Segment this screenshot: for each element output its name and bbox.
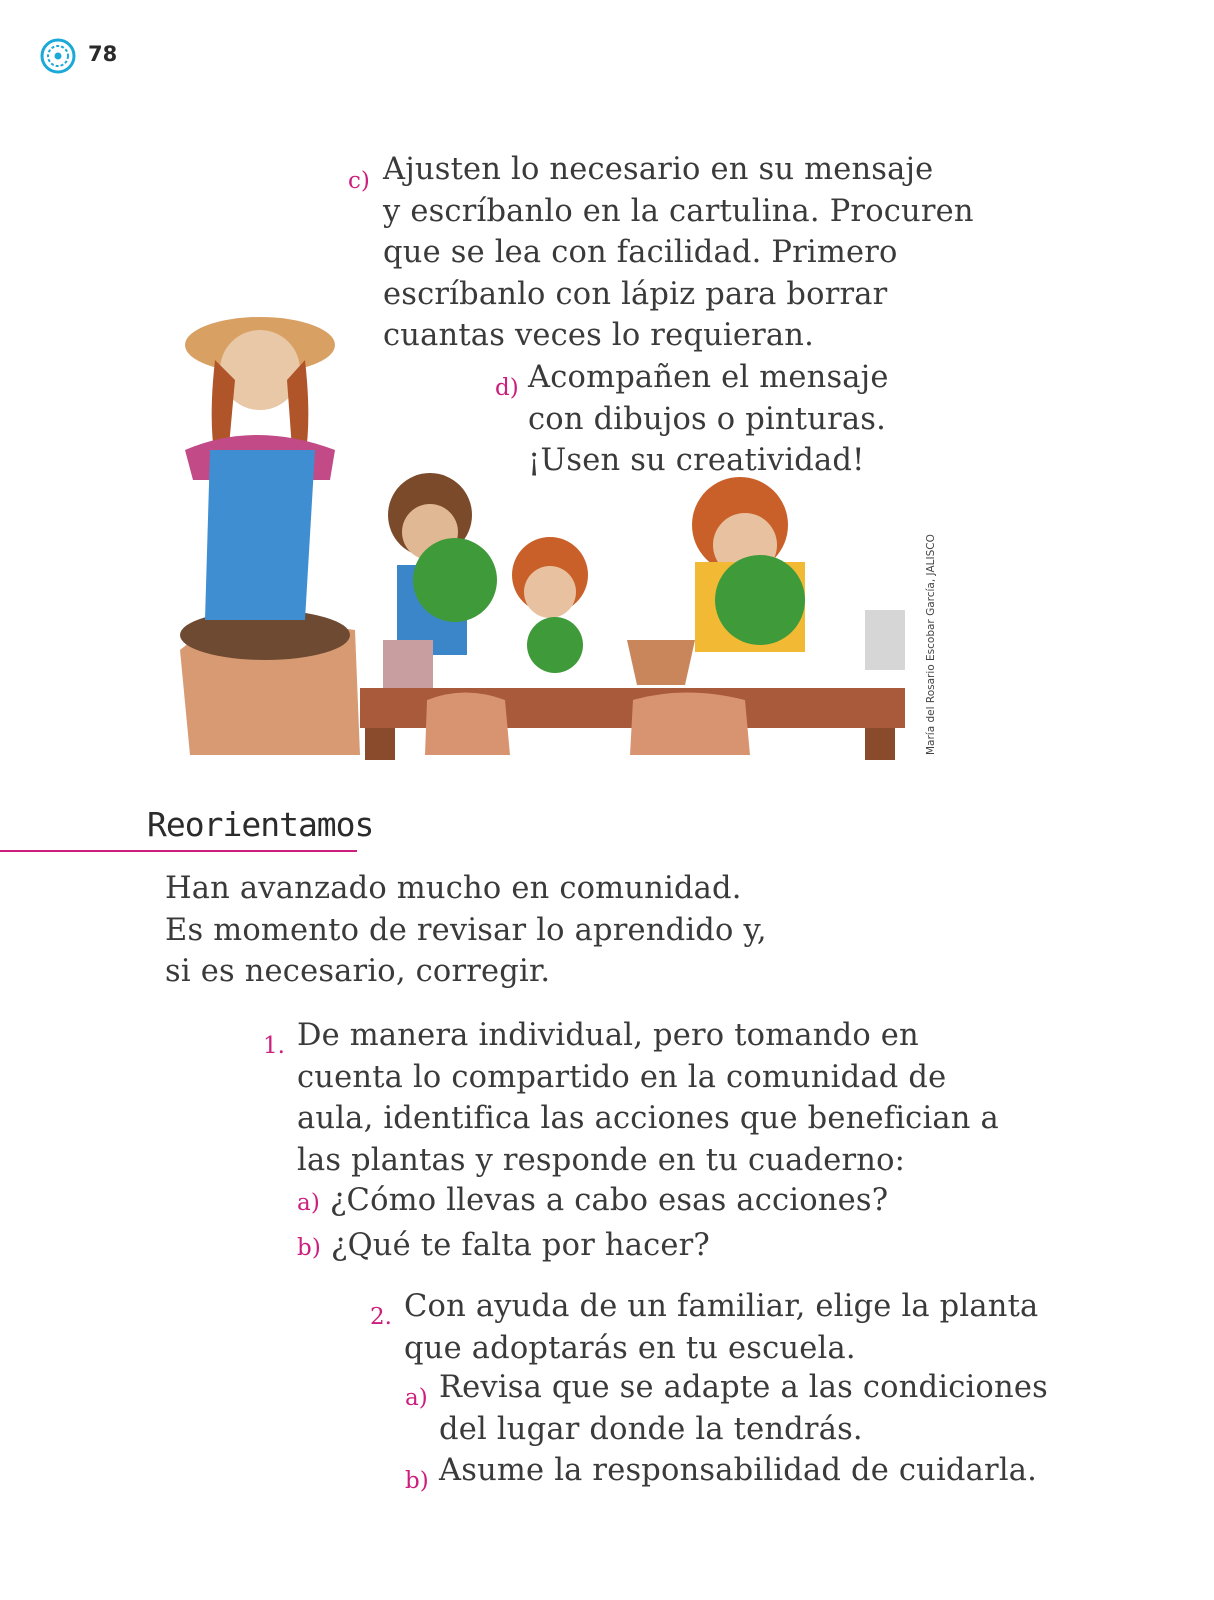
item-2b-label: b) xyxy=(405,1468,429,1494)
text-line: las plantas y responde en tu cuaderno: xyxy=(297,1142,906,1178)
text-line: cuantas veces lo requieran. xyxy=(383,318,815,353)
text-line: si es necesario, corregir. xyxy=(165,954,551,989)
text-line: que adoptarás en tu escuela. xyxy=(404,1330,856,1366)
illustration-credit: María del Rosario Escobar García, JALISCO xyxy=(925,534,937,755)
item-2-text xyxy=(404,1286,1038,1369)
item-d-text xyxy=(528,357,889,482)
item-d-label: d) xyxy=(495,375,519,401)
text-line: y escríbanlo en la cartulina. Procuren xyxy=(383,193,974,229)
item-c-text xyxy=(383,149,974,357)
text-line: Acompañen el mensaje xyxy=(528,360,889,395)
text-line: con dibujos o pinturas. xyxy=(528,401,886,437)
item-2-label: 2. xyxy=(370,1304,392,1330)
list-item: b) ¿Qué te falta por hacer? xyxy=(297,1227,710,1263)
text-line: ¡Usen su creatividad! xyxy=(528,443,865,478)
text-line: del lugar donde la tendrás. xyxy=(439,1411,863,1447)
section-rule xyxy=(0,850,357,852)
text-line: que se lea con facilidad. Primero xyxy=(383,235,898,270)
list-item: a) ¿Cómo llevas a cabo esas acciones? xyxy=(297,1183,889,1218)
item-2a-text xyxy=(439,1367,1048,1450)
book-emblem-icon xyxy=(40,38,76,74)
item-2a-label: a) xyxy=(405,1385,428,1411)
page-number: 78 xyxy=(88,42,118,66)
item-c-label: c) xyxy=(348,168,370,194)
text-line: cuenta lo compartido en la comunidad de xyxy=(297,1059,947,1095)
text-line: Han avanzado mucho en comunidad. xyxy=(165,871,742,906)
text-line: escríbanlo con lápiz para borrar xyxy=(383,276,888,312)
section-title: Reorientamos xyxy=(147,805,374,844)
item-1-text xyxy=(297,1015,999,1181)
text-line: Es momento de revisar lo aprendido y, xyxy=(165,912,767,948)
text-line: Con ayuda de un familiar, elige la planta xyxy=(404,1289,1039,1324)
text-line: De manera individual, pero tomando en xyxy=(297,1018,919,1053)
section-intro xyxy=(165,868,767,993)
text-line: aula, identifica las acciones que benefician a xyxy=(297,1101,999,1136)
item-1-sublist xyxy=(297,1180,888,1269)
item-1-label: 1. xyxy=(263,1033,285,1059)
text-line: Asume la responsabilidad de cuidarla. xyxy=(439,1453,1038,1488)
item-2b-text xyxy=(439,1450,1037,1492)
text-line: Revisa que se adapte a las condiciones xyxy=(439,1370,1048,1405)
text-line: Ajusten lo necesario en su mensaje xyxy=(383,152,934,187)
